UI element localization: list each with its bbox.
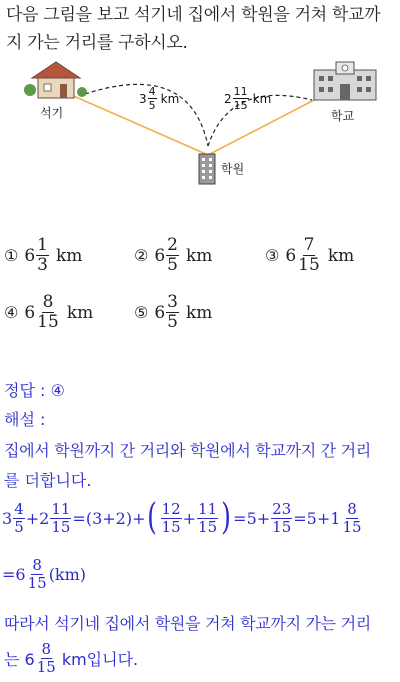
option-5[interactable]: ⑤ 6 $\frac{3}{5}$ km bbox=[134, 292, 213, 332]
option-3[interactable]: ③ 6 $\frac{7}{15}$ km bbox=[265, 235, 355, 275]
distance-label-2: 2 $\frac{11}{15}$ km bbox=[224, 85, 272, 112]
academy-label: 학원 bbox=[221, 162, 245, 176]
question-line-1: 다음 그림을 보고 석기네 집에서 학원을 거쳐 학교까 bbox=[6, 5, 381, 25]
school-label: 학교 bbox=[331, 109, 355, 123]
option-4[interactable]: ④ 6 $\frac{8}{15}$ km bbox=[4, 292, 94, 332]
home-label: 석기 bbox=[40, 106, 64, 120]
route-diagram bbox=[0, 60, 400, 190]
explanation-text-1: 집에서 학원까지 간 거리와 학원에서 학교까지 간 거리 bbox=[4, 441, 371, 460]
answer-label: 정답 : ④ bbox=[4, 381, 65, 400]
house-icon bbox=[24, 62, 87, 98]
building-icon bbox=[199, 154, 215, 184]
option-2[interactable]: ② 6 $\frac{2}{5}$ km bbox=[134, 235, 213, 275]
school-icon bbox=[314, 62, 376, 100]
distance-label-1: 3 $\frac{4}{5}$ km bbox=[139, 85, 180, 112]
explanation-text-2: 를 더합니다. bbox=[4, 471, 92, 490]
final-statement: 는 6 $\frac{8}{15}$ km입니다. bbox=[4, 640, 139, 676]
explanation-text-3: 따라서 석기네 집에서 학원을 거쳐 학교까지 가는 거리 bbox=[4, 614, 371, 633]
explanation-label: 해설 : bbox=[4, 410, 46, 429]
route-line-home-academy bbox=[60, 90, 208, 155]
option-1[interactable]: ① 6 $\frac{1}{3}$ km bbox=[4, 235, 83, 275]
equation-line-1: 3 $\frac{4}{5}$ + 2 $\frac{11}{15}$ =(3+2)+ ( $\frac{12}{15}$ + $\frac{11}{15}$ ) =5+ $\frac{23}{15}$ =5+1 $\frac{8}{15}$ bbox=[2, 497, 362, 538]
question-line-2: 지 가는 거리를 구하시오. bbox=[6, 33, 188, 53]
equation-line-2: =6 $\frac{8}{15}$ (km) bbox=[2, 556, 87, 592]
